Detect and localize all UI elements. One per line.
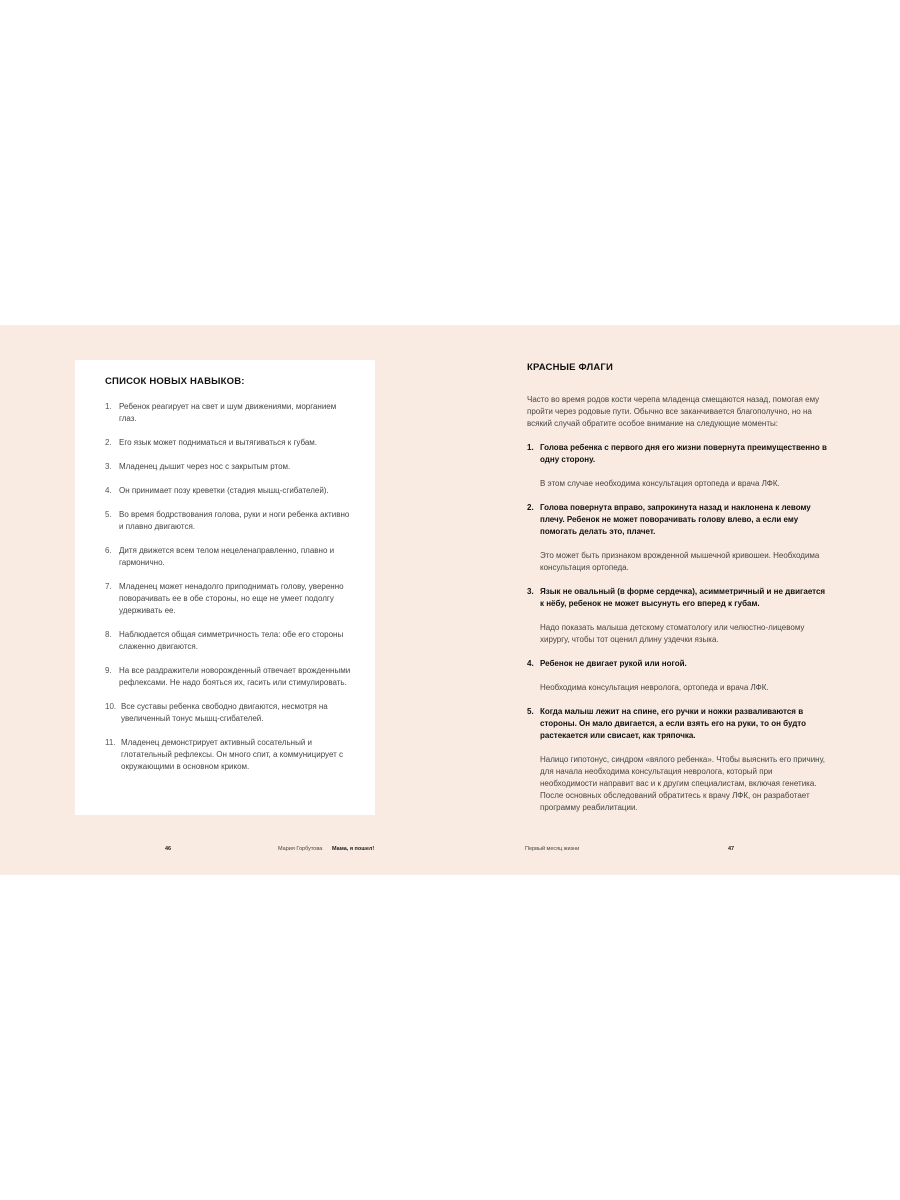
red-flag-item xyxy=(527,586,827,646)
right-page xyxy=(450,325,900,875)
skills-item xyxy=(105,629,353,653)
red-flag-body: Необходима консультация невролога, ортопеда и врача ЛФК. xyxy=(540,683,769,692)
red-flag-item xyxy=(527,706,827,814)
skills-item xyxy=(105,509,353,533)
skills-item-number: 11. xyxy=(105,738,116,747)
skills-item-number: 2. xyxy=(105,438,112,447)
red-flag-body: Надо показать малыша детскому стоматологу или челюстно-лицевому хирургу, чтобы тот оценил длину уздечки языка. xyxy=(540,623,805,644)
skills-item-text: Он принимает позу креветки (стадия мышц-сгибателей). xyxy=(119,486,329,495)
red-flag-item xyxy=(527,658,827,694)
skills-item-number: 4. xyxy=(105,486,112,495)
red-flag-body: В этом случае необходима консультация ортопеда и врача ЛФК. xyxy=(540,479,780,488)
skills-item-text: Наблюдается общая симметричность тела: обе его стороны слаженно двигаются. xyxy=(119,630,344,651)
skills-item xyxy=(105,437,353,449)
skills-item xyxy=(105,485,353,497)
skills-item xyxy=(105,461,353,473)
red-flags-section xyxy=(527,362,827,826)
skills-item xyxy=(105,665,353,689)
red-flag-number: 1. xyxy=(527,443,534,452)
skills-item-number: 1. xyxy=(105,402,112,411)
red-flag-number: 3. xyxy=(527,587,534,596)
red-flag-body: Это может быть признаком врожденной мышечной кривошеи. Необходима консультация ортопеда. xyxy=(540,551,820,572)
red-flag-item xyxy=(527,502,827,574)
red-flag-heading: Язык не овальный (в форме сердечка), асимметричный и не двигается к нёбу, ребенок не может высунуть его вперед к губам. xyxy=(540,587,826,608)
skills-item-number: 8. xyxy=(105,630,112,639)
book-spread xyxy=(0,325,900,875)
skills-item-text: На все раздражители новорожденный отвечает врожденными рефлексами. Не надо бояться их, гасить или стимулировать. xyxy=(119,666,351,687)
skills-item-text: Младенец демонстрирует активный сосательный и глотательный рефлексы. Он много спит, а коммуницирует с окружающими в основном криком. xyxy=(121,738,344,771)
skills-item-number: 6. xyxy=(105,546,112,555)
red-flag-heading: Когда малыш лежит на спине, его ручки и ножки разваливаются в стороны. Он мало двигается, а если взять его на руки, то он будто растекается или свисает, как тряпочка. xyxy=(540,707,806,740)
skills-item-text: Дитя движется всем телом нецеленаправленно, плавно и гармонично. xyxy=(119,546,335,567)
skills-item xyxy=(105,737,353,773)
footer-book-title: Мама, я пошел! xyxy=(332,846,375,852)
skills-item-text: Ребенок реагирует на свет и шум движениями, морганием глаз. xyxy=(119,402,337,423)
skills-item xyxy=(105,581,353,617)
skills-item-text: Младенец может ненадолго приподнимать голову, уверенно поворачивать ее в обе стороны, но еще не умеет подолгу удерживать ее. xyxy=(119,582,344,615)
skills-item-number: 10. xyxy=(105,702,117,711)
skills-item-text: Все суставы ребенка свободно двигаются, несмотря на увеличенный тонус мышц-сгибателей. xyxy=(121,702,328,723)
skills-item-text: Во время бодрствования голова, руки и ноги ребенка активно и плавно двигаются. xyxy=(119,510,350,531)
red-flag-item xyxy=(527,442,827,490)
skills-item-text: Его язык может подниматься и вытягиваться к губам. xyxy=(119,438,318,447)
red-flags-title: КРАСНЫЕ ФЛАГИ xyxy=(527,362,614,373)
red-flag-heading: Ребенок не двигает рукой или ногой. xyxy=(540,659,687,668)
skills-item-number: 5. xyxy=(105,510,112,519)
skills-item xyxy=(105,401,353,425)
red-flags-intro: Часто во время родов кости черепа младенца смещаются назад, помогая ему пройти через родовые пути. Обычно все заканчивается благополучно, но на всякий случай обратите особое внимание на следующие моменты: xyxy=(527,395,820,428)
skills-item-number: 7. xyxy=(105,582,112,591)
skills-item xyxy=(105,701,353,725)
red-flag-heading: Голова повернута вправо, запрокинута назад и наклонена к левому плечу. Ребенок не может поворачивать голову влево, а если ему помогать делать это, плачет. xyxy=(540,503,811,536)
page-number-left: 46 xyxy=(165,846,172,852)
skills-item-number: 3. xyxy=(105,462,112,471)
page-number-right: 47 xyxy=(728,846,735,852)
footer-chapter: Первый месяц жизни xyxy=(525,846,580,852)
red-flag-number: 4. xyxy=(527,659,534,668)
red-flag-heading: Голова ребенка с первого дня его жизни повернута преимущественно в одну сторону. xyxy=(540,443,827,464)
skills-title: СПИСОК НОВЫХ НАВЫКОВ: xyxy=(105,376,245,387)
red-flag-body: Налицо гипотонус, синдром «вялого ребенка». Чтобы выяснить его причину, для начала необходима консультация невролога, который при необходимости направит вас и к другим специалистам, включая генетика. После основных обследований обратитесь к врачу ЛФК, он разработает программу реабилитации. xyxy=(540,755,826,812)
footer-author: Мария Горбутова xyxy=(278,846,323,852)
skills-item xyxy=(105,545,353,569)
red-flag-number: 2. xyxy=(527,503,534,512)
left-page xyxy=(0,325,450,875)
skills-list xyxy=(105,401,353,773)
skills-card xyxy=(75,360,375,815)
skills-item-number: 9. xyxy=(105,666,112,675)
red-flag-number: 5. xyxy=(527,707,534,716)
skills-item-text: Младенец дышит через нос с закрытым ртом. xyxy=(119,462,291,471)
